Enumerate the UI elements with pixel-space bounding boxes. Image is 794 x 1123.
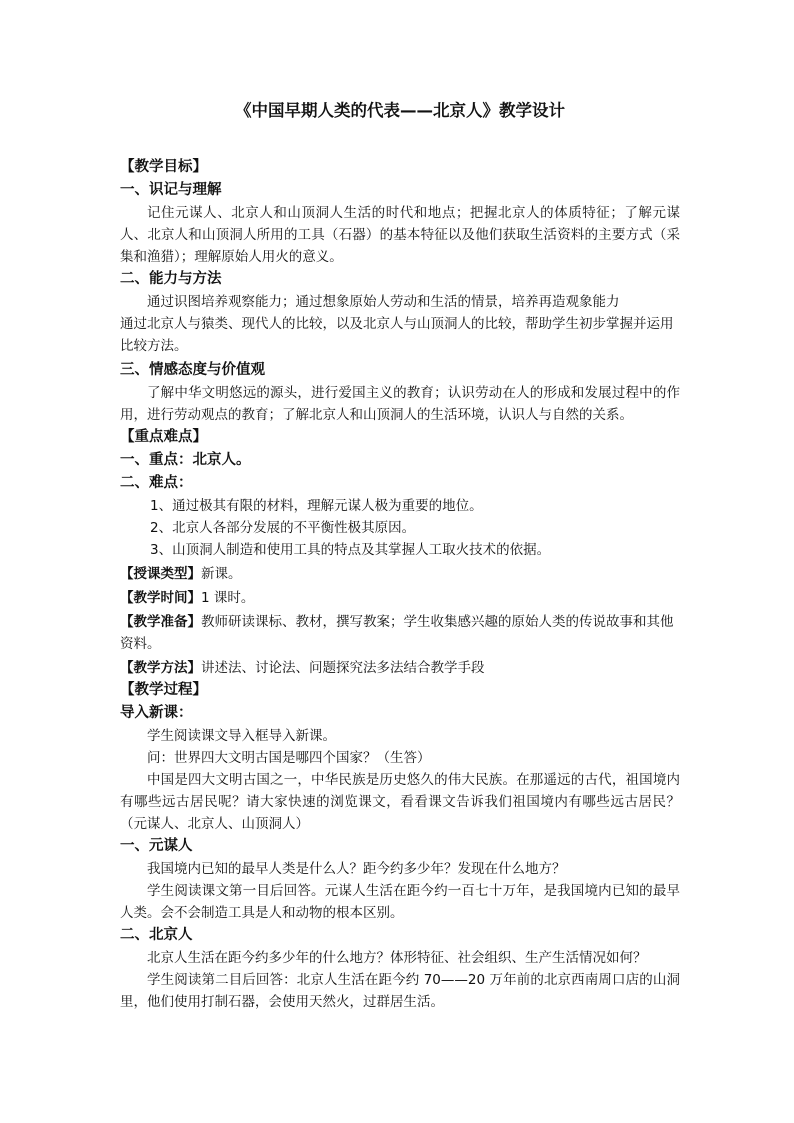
lesson-prep — [120, 611, 680, 655]
beijing-answer: 学生阅读第二目后回答：北京人生活在距今约 70——20 万年前的北京西南周口店的山洞里，他们使用打制石器，会使用天然火，过群居生活。 — [120, 972, 680, 1010]
difficulty-heading: 二、难点： — [120, 475, 193, 491]
section-ability-heading: 二、能力与方法 — [120, 271, 222, 287]
beijing-question: 北京人生活在距今约多少年的什么地方？体形特征、社会组织、生产生活情况如何？ — [147, 950, 647, 966]
process-heading: 【教学过程】 — [120, 682, 207, 698]
lesson-method-label: 【教学方法】 — [120, 660, 201, 676]
section-ability-line1: 通过识图培养观察能力；通过想象原始人劳动和生活的情景，培养再造观象能力 — [147, 294, 620, 310]
document-title: 《中国早期人类的代表——北京人》教学设计 — [235, 101, 565, 120]
lesson-type — [120, 563, 680, 585]
lesson-time-label: 【教学时间】 — [120, 590, 201, 606]
lesson-method-value: 讲述法、讨论法、问题探究法多法结合教学手段 — [201, 660, 485, 676]
difficulty-list — [120, 495, 680, 561]
keypoints-heading: 【重点难点】 — [120, 429, 207, 445]
section-emotion-text: 了解中华文明悠远的源头，进行爱国主义的教育；认识劳动在人的形成和发展过程中的作用，进行劳动观点的教育；了解北京人和山顶洞人的生活环境，认识人与自然的关系。 — [120, 385, 680, 423]
document-body — [120, 100, 680, 1013]
lesson-time — [120, 587, 680, 609]
yuanmou-answer: 学生阅读课文第一目后回答。元谋人生活在距今约一百七十万年，是我国境内已知的最早人类。会不会制造工具是人和动物的根本区别。 — [120, 883, 680, 921]
keypoint-focus: 一、重点：北京人。 — [120, 452, 251, 468]
lesson-type-label: 【授课类型】 — [120, 566, 201, 582]
section-ability-line2: 通过北京人与猿类、现代人的比较，以及北京人与山顶洞人的比较，帮助学生初步掌握并运用比较方法。 — [120, 316, 674, 354]
section-recall-text: 记住元谋人、北京人和山顶洞人生活的时代和地点；把握北京人的体质特征；了解元谋人、北京人和山顶洞人所用的工具（石器）的基本特征以及他们获取生活资料的主要方式（采集和渔猎）；理解原始人用火的意义。 — [120, 205, 680, 265]
yuanmou-heading: 一、元谋人 — [120, 838, 193, 854]
list-item: 3、山顶洞人制造和使用工具的特点及其掌握人工取火技术的依据。 — [150, 542, 551, 558]
lesson-prep-label: 【教学准备】 — [120, 614, 201, 630]
intro-heading: 导入新课： — [120, 705, 193, 721]
lesson-method — [120, 657, 680, 679]
section-recall-heading: 一、识记与理解 — [120, 182, 222, 198]
yuanmou-question: 我国境内已知的最早人类是什么人？距今约多少年？发现在什么地方？ — [147, 861, 566, 877]
objectives-heading: 【教学目标】 — [120, 159, 207, 175]
section-emotion-heading: 三、情感态度与价值观 — [120, 362, 265, 378]
beijing-heading: 二、北京人 — [120, 927, 193, 943]
intro-text-2: 问：世界四大文明古国是哪四个国家？（生答） — [147, 750, 431, 766]
intro-text-3: 中国是四大文明古国之一，中华民族是历史悠久的伟大民族。在那遥远的古代，祖国境内有哪些远古居民呢？请大家快速的浏览课文，看看课文告诉我们祖国境内有哪些远古居民？（元谋人、北京人、山顶洞人） — [120, 772, 680, 832]
lesson-prep-value: 教师研读课标、教材，撰写教案；学生收集感兴趣的原始人类的传说故事和其他资料。 — [120, 614, 674, 652]
lesson-time-value: 1 课时。 — [201, 590, 255, 606]
list-item: 2、北京人各部分发展的不平衡性极其原因。 — [150, 520, 416, 536]
lesson-type-value: 新课。 — [201, 566, 242, 582]
list-item: 1、通过极其有限的材料，理解元谋人极为重要的地位。 — [150, 498, 483, 514]
intro-text-1: 学生阅读课文导入框导入新课。 — [147, 728, 336, 744]
